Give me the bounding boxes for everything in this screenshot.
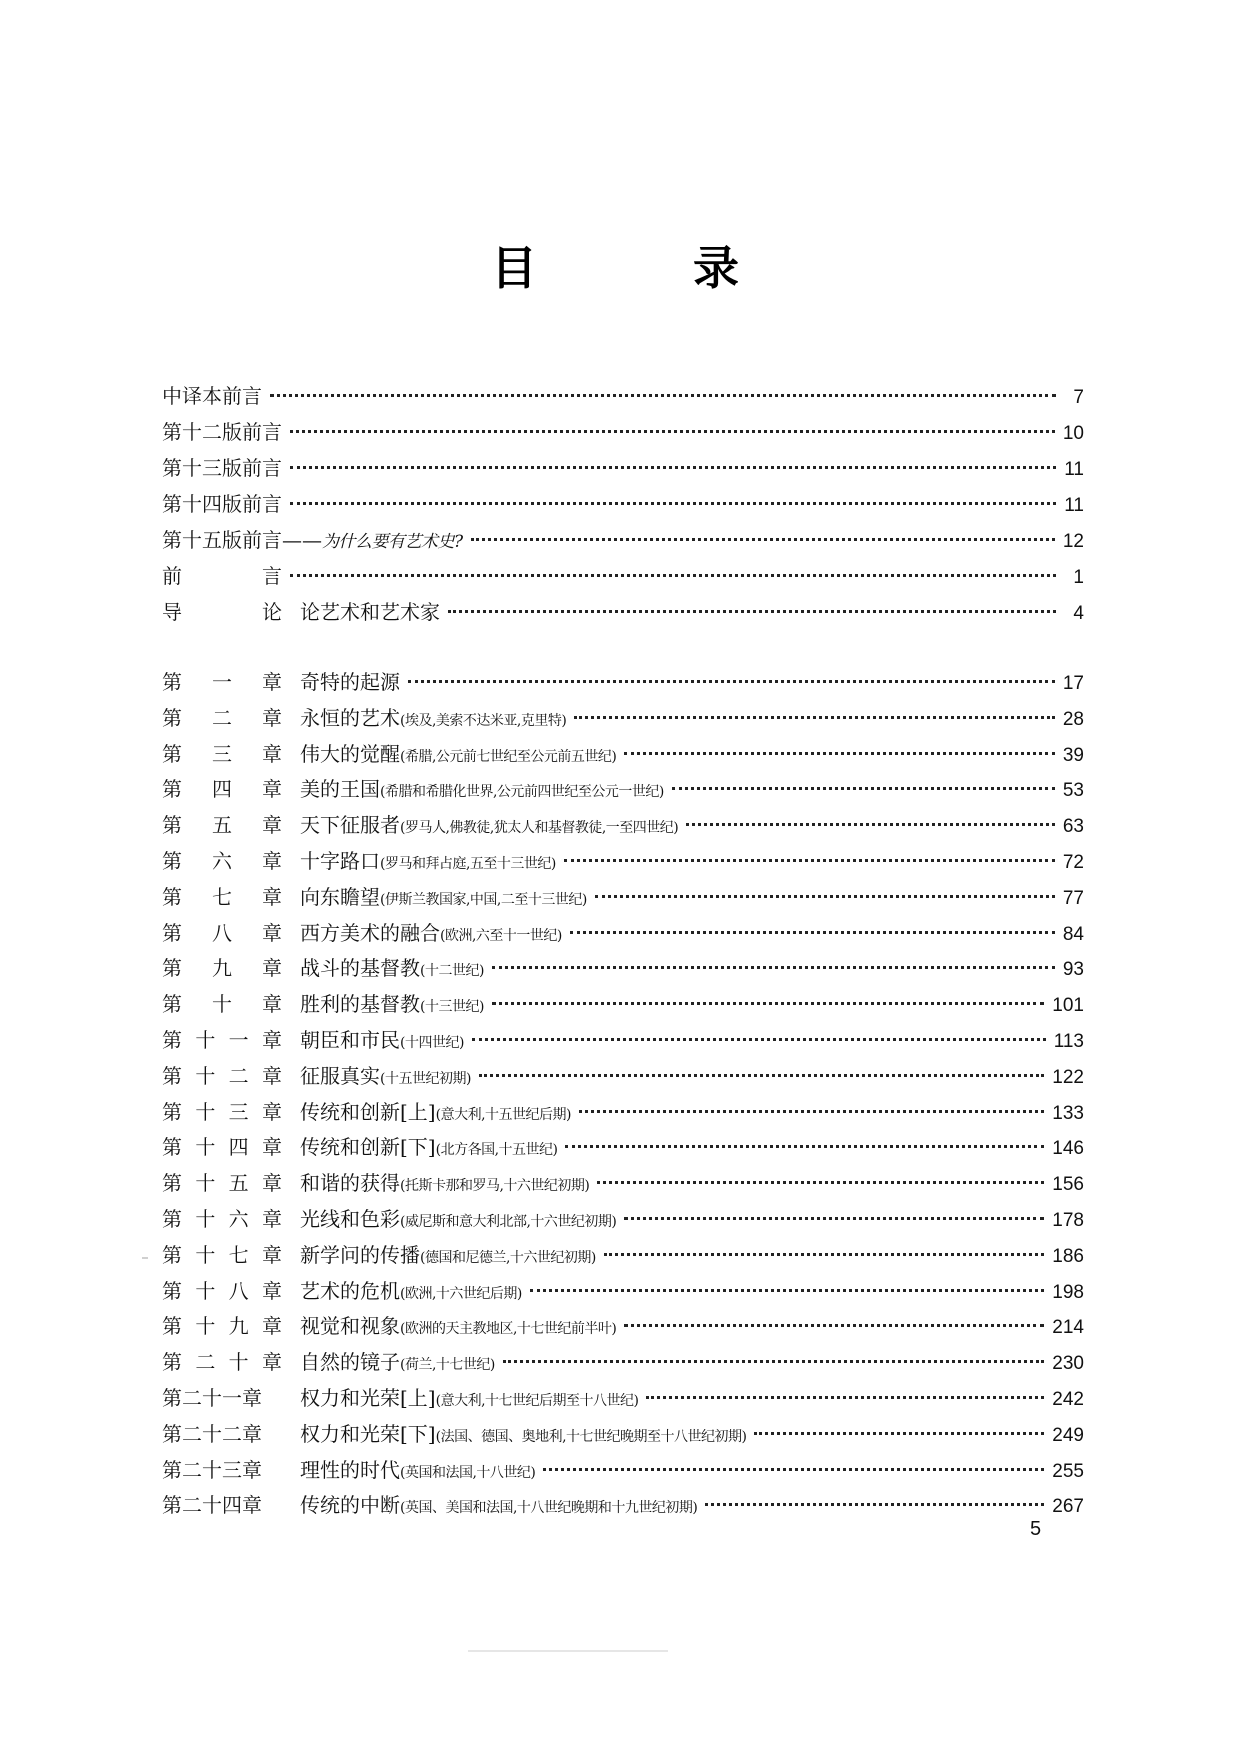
chapter-number — [162, 916, 282, 952]
toc-entry[interactable] — [162, 522, 1084, 558]
toc-entry[interactable] — [162, 916, 1084, 952]
chapter-number-char: 第 — [162, 705, 182, 730]
chapter-title: 传统和创新[下] — [300, 1135, 436, 1160]
toc-entry[interactable] — [162, 1095, 1084, 1131]
toc-entry[interactable] — [162, 1130, 1084, 1166]
toc-entry[interactable] — [162, 1238, 1084, 1274]
chapter-number — [162, 1417, 282, 1453]
entry-label-main: 第十五版前言—— — [162, 528, 322, 552]
entry-label — [162, 951, 484, 990]
chapter-number-char: 十 — [195, 1314, 216, 1339]
page-number: 10 — [1062, 423, 1084, 444]
chapter-number-char: 第 — [162, 1350, 182, 1375]
dot-leader — [564, 859, 1055, 862]
page-number: 72 — [1062, 851, 1084, 873]
page-number: 113 — [1053, 1030, 1084, 1052]
chapter-number-char: 章 — [262, 741, 282, 766]
toc-entry[interactable] — [162, 1274, 1084, 1310]
dot-leader — [472, 1038, 1046, 1041]
chapter-number-char: 十 — [195, 1099, 216, 1124]
chapter-number — [162, 1166, 282, 1202]
chapter-subtitle: (欧洲的天主教地区,十七世纪前半叶) — [400, 1321, 617, 1338]
toc-entry[interactable] — [162, 808, 1084, 844]
entry-label — [162, 880, 587, 919]
dot-leader — [754, 1432, 1044, 1435]
dot-leader — [624, 1324, 1044, 1327]
page-number: 53 — [1062, 780, 1084, 802]
chapter-subtitle: (伊斯兰教国家,中国,二至十三世纪) — [380, 891, 587, 908]
page-number: 178 — [1052, 1209, 1084, 1231]
dot-leader — [624, 752, 1054, 755]
chapter-title: 传统和创新[上] — [300, 1099, 436, 1124]
chapter-subtitle: (北方各国,十五世纪) — [435, 1142, 558, 1159]
chapter-number — [162, 737, 282, 773]
chapter-title: 西方美术的融合 — [300, 920, 440, 945]
entry-label — [162, 1453, 535, 1492]
chapter-number-char: 二 — [228, 1063, 249, 1088]
toc-entry[interactable] — [162, 1166, 1084, 1202]
toc-entry[interactable] — [162, 1023, 1084, 1059]
chapter-number-char: 十 — [195, 1027, 216, 1052]
chapter-number-char: 第 — [162, 1135, 182, 1160]
chapter-number-char: 三 — [212, 741, 232, 766]
chapter-number-char: 章 — [262, 956, 282, 981]
toc-entry[interactable] — [162, 665, 1084, 701]
chapter-number-char: 第 — [162, 1314, 182, 1339]
page-number: 7 — [1073, 387, 1084, 408]
toc-entry[interactable] — [162, 594, 1084, 630]
chapter-number-char: 七 — [212, 884, 232, 909]
page-number: 122 — [1052, 1066, 1084, 1088]
chapter-number-char: 章 — [261, 1242, 282, 1267]
entry-label — [162, 1095, 571, 1134]
chapter-number — [162, 1345, 282, 1381]
chapter-number — [162, 1095, 282, 1131]
chapter-number-char: 第 — [162, 741, 182, 766]
entry-label — [162, 1417, 746, 1456]
chapter-number-char: 二 — [212, 705, 232, 730]
chapter-number-char: 章 — [262, 777, 282, 802]
chapter-number-char: 章 — [261, 1171, 282, 1196]
entry-label — [162, 522, 463, 560]
chapter-number-char: 六 — [212, 848, 232, 873]
chapter-number-char: 章 — [261, 1027, 282, 1052]
chapter-title: 战斗的基督教 — [300, 956, 420, 981]
entry-label — [162, 844, 556, 883]
entry-label — [162, 558, 282, 594]
page-number: 214 — [1052, 1317, 1084, 1339]
entry-label — [162, 665, 400, 704]
toc-entry[interactable] — [162, 701, 1084, 737]
dot-leader — [492, 1002, 1044, 1005]
chapter-number-char: 第二十三章 — [162, 1457, 262, 1482]
toc-entry[interactable] — [162, 1345, 1084, 1381]
chapter-number-char: 十 — [228, 1350, 249, 1375]
chapter-subtitle: (十二世纪) — [420, 963, 484, 980]
dot-leader — [270, 394, 1056, 397]
entry-label — [162, 1023, 464, 1062]
toc-entry[interactable] — [162, 1417, 1084, 1453]
page-number: 17 — [1062, 673, 1084, 694]
toc-entry[interactable] — [162, 772, 1084, 808]
chapter-title: 艺术的危机 — [300, 1278, 400, 1303]
chapter-number — [162, 951, 282, 987]
chapter-number-char: 第 — [162, 1171, 182, 1196]
chapter-number-char: 十 — [195, 1063, 216, 1088]
chapter-subtitle: (希腊,公元前七世纪至公元前五世纪) — [400, 748, 617, 765]
chapter-number-char: 八 — [228, 1278, 249, 1303]
chapter-subtitle: (意大利,十五世纪后期) — [435, 1106, 571, 1123]
page-number: 133 — [1052, 1102, 1084, 1124]
chapter-number-char: 八 — [212, 920, 232, 945]
label-right: 言 — [262, 564, 282, 588]
chapter-subtitle: (托斯卡那和罗马,十六世纪初期) — [400, 1178, 590, 1195]
toc-entry[interactable] — [162, 414, 1084, 450]
toc-entry[interactable] — [162, 1202, 1084, 1238]
chapter-subtitle: (十五世纪初期) — [380, 1070, 471, 1087]
dot-leader — [530, 1289, 1044, 1292]
dot-leader — [290, 430, 1055, 433]
chapter-number-char: 十 — [195, 1278, 216, 1303]
entry-label — [162, 808, 678, 847]
page-number: 186 — [1052, 1245, 1084, 1267]
entry-subtitle: 为什么要有艺术史? — [322, 532, 463, 552]
dot-leader — [672, 787, 1055, 790]
chapter-number-char: 第 — [162, 1206, 182, 1231]
chapter-number-char: 一 — [212, 670, 232, 694]
page-number: 255 — [1052, 1460, 1084, 1482]
entry-label: 第十三版前言 — [162, 456, 282, 480]
chapter-number-char: 章 — [261, 1314, 282, 1339]
chapter-title: 征服真实 — [300, 1063, 380, 1088]
chapter-number-char: 第 — [162, 1278, 182, 1303]
chapter-number-char: 四 — [212, 777, 232, 802]
chapter-number-char: 章 — [262, 670, 282, 694]
chapter-number-char: 章 — [262, 813, 282, 838]
chapter-number-char: 第 — [162, 777, 182, 802]
toc-entry[interactable] — [162, 450, 1084, 486]
page-number: 12 — [1062, 531, 1084, 552]
chapter-subtitle: (欧洲,十六世纪后期) — [400, 1285, 522, 1302]
page-number: 249 — [1052, 1424, 1084, 1446]
front-matter-list — [162, 378, 1084, 630]
chapter-number-char: 第 — [162, 992, 182, 1017]
entry-label: 第十四版前言 — [162, 492, 282, 516]
chapter-number — [162, 1130, 282, 1166]
chapter-number — [162, 844, 282, 880]
chapter-number — [162, 1309, 282, 1345]
chapter-number-char: 第二十四章 — [162, 1493, 262, 1518]
chapter-subtitle: (法国、德国、奥地利,十七世纪晚期至十八世纪初期) — [435, 1428, 747, 1445]
chapter-title: 新学问的传播 — [300, 1242, 420, 1267]
chapter-title: 十字路口 — [300, 848, 380, 873]
chapter-number — [162, 1059, 282, 1095]
entry-label — [162, 916, 562, 955]
label-left: 导 — [162, 600, 182, 624]
chapter-number-char: 二 — [195, 1350, 216, 1375]
page-number: 93 — [1062, 959, 1084, 981]
label-left: 前 — [162, 564, 182, 588]
entry-label — [162, 1488, 697, 1527]
chapter-number — [162, 772, 282, 808]
entry-label — [162, 594, 440, 630]
chapter-number-char: 第 — [162, 1063, 182, 1088]
page-number: 4 — [1073, 603, 1084, 624]
entry-label — [162, 1202, 616, 1241]
entry-label: 中译本前言 — [162, 384, 262, 408]
chapter-number-char: 章 — [261, 1350, 282, 1375]
chapter-number-char: 十 — [195, 1135, 216, 1160]
chapter-number-char: 九 — [228, 1314, 249, 1339]
toc-entry[interactable] — [162, 987, 1084, 1023]
entry-label — [162, 1238, 596, 1277]
chapter-title: 向东瞻望 — [300, 884, 380, 909]
chapter-number-char: 章 — [262, 705, 282, 730]
chapter-number-char: 第二十二章 — [162, 1421, 262, 1446]
toc-entry[interactable] — [162, 1488, 1084, 1524]
chapter-number-char: 第 — [162, 956, 182, 981]
page-number: 146 — [1052, 1138, 1084, 1160]
chapter-number-char: 一 — [228, 1027, 249, 1052]
page-number: 267 — [1052, 1496, 1084, 1518]
label-right: 论 — [262, 600, 282, 624]
chapter-subtitle: (罗马人,佛教徒,犹太人和基督教徒,一至四世纪) — [400, 820, 679, 837]
page-number: 39 — [1062, 744, 1084, 766]
chapter-number — [162, 1381, 282, 1417]
dot-leader — [448, 610, 1056, 613]
chapter-title: 光线和色彩 — [300, 1206, 400, 1231]
toc-entry[interactable] — [162, 951, 1084, 987]
dot-leader — [579, 1110, 1044, 1113]
entry-label — [162, 1381, 638, 1420]
chapter-title: 自然的镜子 — [300, 1350, 400, 1375]
chapter-number-char: 第 — [162, 920, 182, 945]
chapter-number-char: 章 — [261, 1063, 282, 1088]
page-number: 1 — [1073, 567, 1084, 588]
toc-entry[interactable] — [162, 737, 1084, 773]
chapter-list — [162, 665, 1084, 1524]
dot-leader — [408, 680, 1055, 683]
dot-leader — [290, 466, 1056, 469]
chapter-number-char: 五 — [228, 1171, 249, 1196]
chapter-number — [162, 880, 282, 916]
chapter-title: 奇特的起源 — [300, 670, 400, 694]
dot-leader — [565, 1145, 1044, 1148]
chapter-number-char: 章 — [261, 1206, 282, 1231]
page-number: 28 — [1062, 708, 1084, 730]
dot-leader — [595, 895, 1055, 898]
chapter-title: 权力和光荣[上] — [300, 1385, 436, 1410]
entry-label — [162, 772, 664, 811]
dot-leader — [479, 1074, 1044, 1077]
dot-leader — [290, 574, 1056, 577]
chapter-number-char: 四 — [228, 1135, 249, 1160]
chapter-title: 胜利的基督教 — [300, 992, 420, 1017]
dot-leader — [290, 502, 1056, 505]
chapter-number-char: 十 — [195, 1171, 216, 1196]
chapter-subtitle: (希腊和希腊化世界,公元前四世纪至公元一世纪) — [380, 784, 664, 801]
chapter-number-char: 六 — [228, 1206, 249, 1231]
entry-label — [162, 987, 484, 1026]
entry-label — [162, 1345, 495, 1384]
chapter-subtitle: (荷兰,十七世纪) — [400, 1357, 495, 1374]
chapter-number-char: 十 — [195, 1206, 216, 1231]
chapter-number-char: 章 — [261, 1135, 282, 1160]
page-number: 84 — [1062, 923, 1084, 945]
entry-label — [162, 1166, 589, 1205]
chapter-number-char: 十 — [212, 992, 232, 1017]
toc-entry[interactable] — [162, 1309, 1084, 1345]
chapter-subtitle: (英国、美国和法国,十八世纪晚期和十九世纪初期) — [400, 1500, 698, 1517]
page-title: 目 录 — [490, 241, 809, 295]
page-number: 11 — [1064, 495, 1084, 516]
chapter-number-char: 五 — [212, 813, 232, 838]
dot-leader — [570, 931, 1055, 934]
dot-leader — [624, 1217, 1044, 1220]
entry-label — [162, 1130, 557, 1169]
chapter-number-char: 第 — [162, 813, 182, 838]
chapter-number-char: 第 — [162, 1242, 182, 1267]
chapter-subtitle: (十四世纪) — [400, 1034, 464, 1051]
chapter-number — [162, 1238, 282, 1274]
chapter-number-char: 九 — [212, 956, 232, 981]
chapter-title: 永恒的艺术 — [300, 705, 400, 730]
page-folio: 5 — [1030, 1518, 1042, 1540]
entry-label — [162, 1274, 522, 1313]
chapter-title: 传统的中断 — [300, 1493, 400, 1518]
toc-entry[interactable] — [162, 1381, 1084, 1417]
chapter-title: 天下征服者 — [300, 813, 400, 838]
dot-leader — [604, 1253, 1044, 1256]
chapter-number-char: 章 — [262, 884, 282, 909]
page-number: 77 — [1062, 887, 1084, 909]
dot-leader — [686, 823, 1055, 826]
chapter-title: 美的王国 — [300, 777, 380, 802]
chapter-number-char: 三 — [228, 1099, 249, 1124]
chapter-subtitle: (威尼斯和意大利北部,十六世纪初期) — [400, 1213, 617, 1230]
dot-leader — [543, 1468, 1044, 1471]
chapter-subtitle: (意大利,十七世纪后期至十八世纪) — [435, 1392, 639, 1409]
chapter-number-char: 章 — [261, 1099, 282, 1124]
chapter-number-char: 章 — [262, 992, 282, 1017]
chapter-title: 朝臣和市民 — [300, 1027, 400, 1052]
chapter-number — [162, 808, 282, 844]
toc-entry[interactable] — [162, 1453, 1084, 1489]
chapter-number — [162, 1023, 282, 1059]
chapter-title: 伟大的觉醒 — [300, 741, 400, 766]
chapter-number-char: 第二十一章 — [162, 1385, 262, 1410]
chapter-number-char: 第 — [162, 670, 182, 694]
dot-leader — [574, 716, 1055, 719]
dot-leader — [597, 1181, 1044, 1184]
page-number: 63 — [1062, 816, 1084, 838]
toc-entry[interactable] — [162, 378, 1084, 414]
chapter-title: 理性的时代 — [300, 1457, 400, 1482]
chapter-number-char: 第 — [162, 1099, 182, 1124]
chapter-number — [162, 1453, 282, 1489]
entry-label — [162, 737, 616, 776]
toc-entry[interactable] — [162, 880, 1084, 916]
toc-entry[interactable] — [162, 844, 1084, 880]
page-number: 11 — [1064, 459, 1084, 480]
chapter-number-char: 章 — [262, 920, 282, 945]
chapter-number — [162, 1488, 282, 1524]
toc-entry[interactable] — [162, 558, 1084, 594]
chapter-title: 视觉和视象 — [300, 1314, 400, 1339]
chapter-number — [162, 701, 282, 737]
dot-leader — [503, 1360, 1044, 1363]
dot-leader — [492, 966, 1055, 969]
chapter-subtitle: (罗马和拜占庭,五至十三世纪) — [380, 855, 556, 872]
page-number: 242 — [1052, 1388, 1084, 1410]
dot-leader — [471, 538, 1055, 541]
chapter-subtitle: (埃及,美索不达米亚,克里特) — [400, 712, 567, 729]
chapter-number — [162, 1202, 282, 1238]
scan-mark — [142, 1257, 148, 1259]
entry-label — [162, 1059, 471, 1098]
chapter-number-char: 第 — [162, 848, 182, 873]
dot-leader — [705, 1503, 1044, 1506]
chapter-number-char: 第 — [162, 1027, 182, 1052]
page-number: 230 — [1052, 1353, 1084, 1375]
dot-leader — [646, 1396, 1044, 1399]
chapter-number-char: 章 — [261, 1278, 282, 1303]
entry-label: 第十二版前言 — [162, 420, 282, 444]
chapter-number — [162, 1274, 282, 1310]
chapter-number-char: 章 — [262, 848, 282, 873]
toc-entry[interactable] — [162, 486, 1084, 522]
entry-title: 论艺术和艺术家 — [300, 600, 440, 624]
chapter-number — [162, 665, 282, 701]
chapter-number — [162, 987, 282, 1023]
page-number: 156 — [1052, 1174, 1084, 1196]
chapter-subtitle: (德国和尼德兰,十六世纪初期) — [420, 1249, 596, 1266]
chapter-number-char: 十 — [195, 1242, 216, 1267]
entry-label — [162, 1309, 616, 1348]
chapter-number-char: 第 — [162, 884, 182, 909]
chapter-subtitle: (英国和法国,十八世纪) — [400, 1464, 536, 1481]
toc-entry[interactable] — [162, 1059, 1084, 1095]
chapter-title: 和谐的获得 — [300, 1171, 400, 1196]
scan-mark — [468, 1650, 668, 1652]
chapter-title: 权力和光荣[下] — [300, 1421, 436, 1446]
page-number: 198 — [1052, 1281, 1084, 1303]
entry-label — [162, 701, 566, 740]
chapter-number-char: 七 — [228, 1242, 249, 1267]
page-number: 101 — [1052, 995, 1084, 1017]
chapter-subtitle: (欧洲,六至十一世纪) — [440, 927, 562, 944]
chapter-subtitle: (十三世纪) — [420, 999, 484, 1016]
